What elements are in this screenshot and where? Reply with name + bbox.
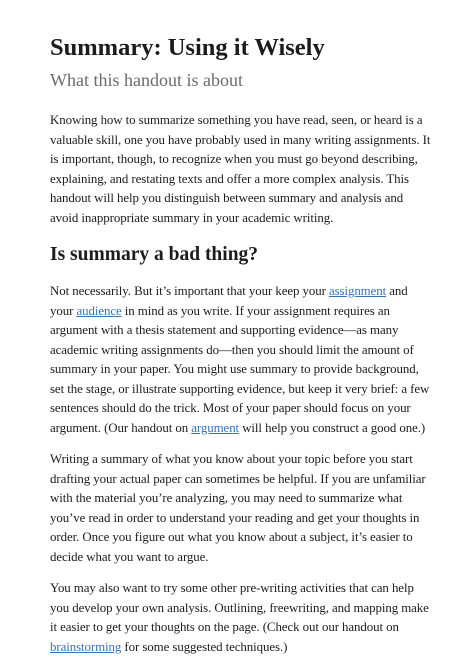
paragraph-line: handout will help you distinguish between summary and analysis and bbox=[50, 189, 430, 209]
summary-paragraph bbox=[50, 282, 430, 438]
page-title: Summary: Using it Wisely bbox=[50, 28, 430, 68]
paragraph-line bbox=[50, 302, 430, 322]
line-text: for some suggested techniques.) bbox=[121, 640, 287, 654]
paragraph-line: sentences should do the trick. Most of your paper should focus on your bbox=[50, 399, 430, 419]
paragraph-line: explaining, and restating texts and offer a more complex analysis. This bbox=[50, 170, 430, 190]
argument-link[interactable]: argument bbox=[191, 421, 239, 435]
handout-page bbox=[50, 28, 430, 657]
section-heading: Is summary a bad thing? bbox=[50, 241, 430, 269]
paragraph-line: Knowing how to summarize something you have read, seen, or heard is a bbox=[50, 111, 430, 131]
line-text: argument. (Our handout on bbox=[50, 421, 191, 435]
paragraph-line: you develop your own analysis. Outlining, freewriting, and mapping make bbox=[50, 599, 430, 619]
intro-paragraph bbox=[50, 111, 430, 228]
paragraph-line: decide what you want to argue. bbox=[50, 548, 430, 568]
paragraph-line bbox=[50, 638, 430, 657]
paragraph-line bbox=[50, 282, 430, 302]
paragraph-line: valuable skill, one you have probably used in many writing assignments. It bbox=[50, 131, 430, 151]
brainstorming-link[interactable]: brainstorming bbox=[50, 640, 121, 654]
line-text: will help you construct a good one.) bbox=[239, 421, 425, 435]
paragraph-line: is important, though, to recognize when you must go beyond describing, bbox=[50, 150, 430, 170]
paragraph-line: drafting your actual paper can sometimes be helpful. If you are unfamiliar bbox=[50, 470, 430, 490]
paragraph-line: argument with a thesis statement and supporting evidence—as many bbox=[50, 321, 430, 341]
paragraph-line: order. Once you figure out what you know about a subject, it’s easier to bbox=[50, 528, 430, 548]
line-text: Not necessarily. But it’s important that your keep your bbox=[50, 284, 329, 298]
paragraph-line: avoid inappropriate summary in your academic writing. bbox=[50, 209, 430, 229]
prewriting-activities-paragraph bbox=[50, 579, 430, 657]
paragraph-line bbox=[50, 419, 430, 439]
paragraph-line: Writing a summary of what you know about your topic before you start bbox=[50, 450, 430, 470]
audience-link[interactable]: audience bbox=[76, 304, 121, 318]
paragraph-line: academic writing assignments do—then you should limit the amount of bbox=[50, 341, 430, 361]
line-text: your bbox=[50, 304, 76, 318]
paragraph-line: You may also want to try some other pre-writing activities that can help bbox=[50, 579, 430, 599]
prewriting-summary-paragraph bbox=[50, 450, 430, 567]
line-text: in mind as you write. If your assignment requires an bbox=[122, 304, 390, 318]
assignment-link[interactable]: assignment bbox=[329, 284, 386, 298]
line-text: and bbox=[386, 284, 408, 298]
paragraph-line: you’ve read in order to understand your reading and get your thoughts in bbox=[50, 509, 430, 529]
paragraph-line: set the stage, or illustrate supporting evidence, but keep it very brief: a few bbox=[50, 380, 430, 400]
page-subtitle: What this handout is about bbox=[50, 68, 430, 92]
paragraph-line: with the material you’re analyzing, you may need to summarize what bbox=[50, 489, 430, 509]
paragraph-line: summary in your paper. You might use summary to provide background, bbox=[50, 360, 430, 380]
paragraph-line: it easier to get your thoughts on the page. (Check out our handout on bbox=[50, 618, 430, 638]
